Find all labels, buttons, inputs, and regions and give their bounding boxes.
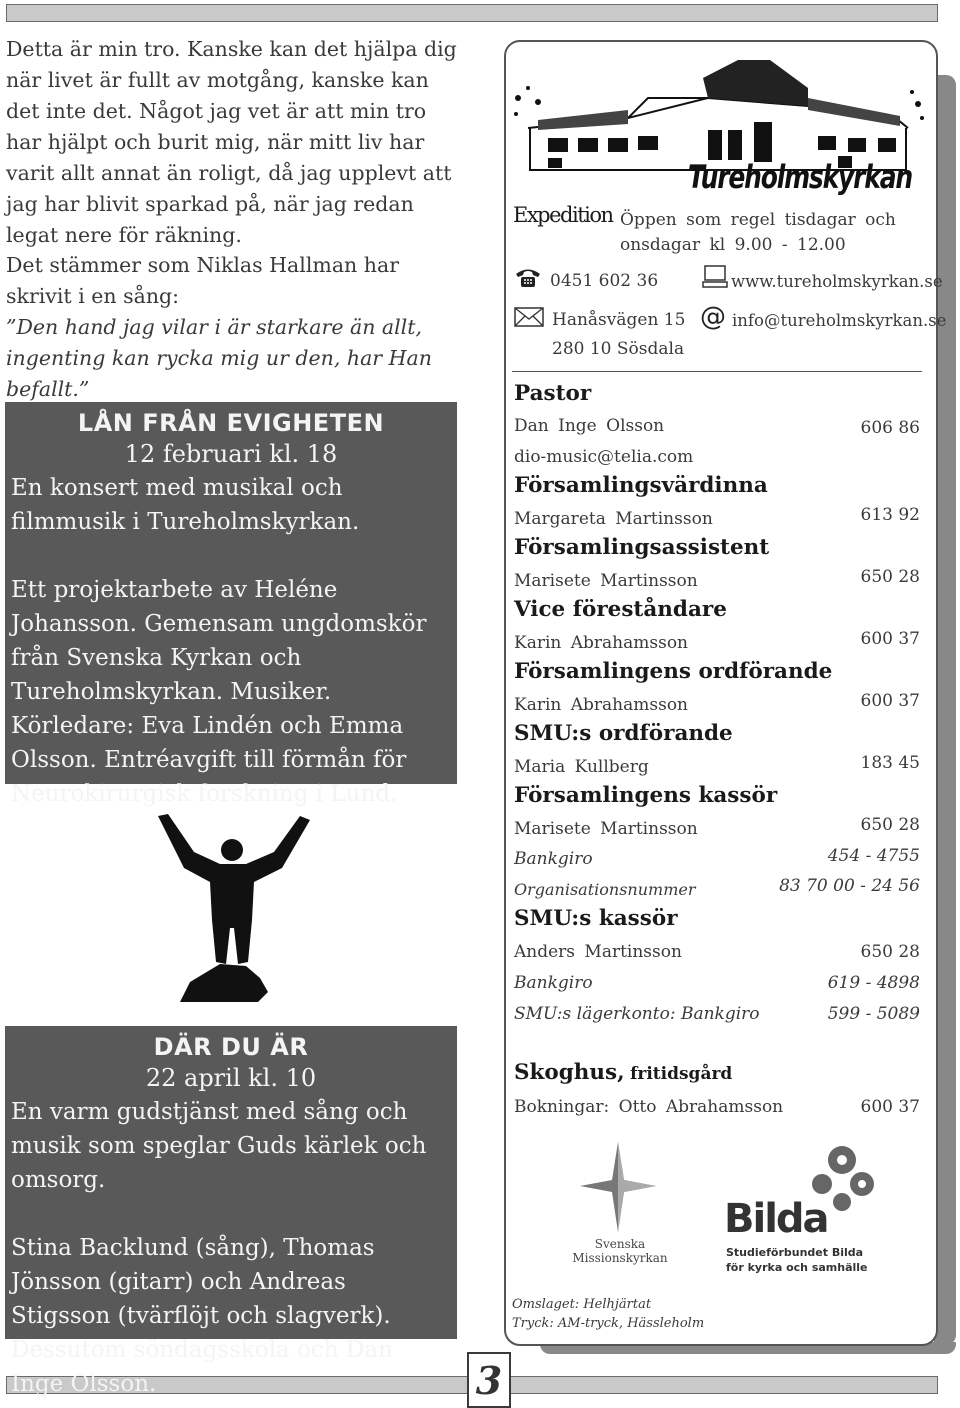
role-heading: Vice föreståndare <box>514 597 727 622</box>
bankgiro-number: 454 - 4755 <box>827 846 920 866</box>
skoghus-subtitle: fritidsgård <box>630 1064 733 1084</box>
event-description: En konsert med musikal och filmmusik i Tureholmskyrkan. <box>11 475 360 535</box>
event-date: 22 april kl. 10 <box>145 1064 317 1092</box>
quote-intro: Det stämmer som Niklas Hallman har skrivit i en sång: <box>6 253 399 308</box>
email-link[interactable]: info@tureholmskyrkan.se <box>732 311 947 330</box>
quote-paragraph <box>6 250 462 405</box>
contact-phone: 613 92 <box>860 505 920 525</box>
church-name-logo: Tureholmskyrkan <box>688 158 912 196</box>
contact-name: Maria Kullberg <box>514 757 649 777</box>
contact-phone: 650 28 <box>860 567 920 587</box>
logo2-line2: för kyrka och samhälle <box>726 1261 868 1274</box>
smu-bankgiro-label: Bankgiro <box>514 973 593 993</box>
contact-name: Margareta Martinsson <box>514 509 713 529</box>
event-details: Stina Backlund (sång), Thomas Jönsson (gitarr) och Andreas Stigsson (tvärflöjt och slagverk). Dessutom söndagsskola och Dan Inge Olsson. <box>11 1235 393 1397</box>
divider <box>512 371 922 372</box>
envelope-icon <box>514 307 544 327</box>
event-title: DÄR DU ÄR <box>153 1033 309 1061</box>
skoghus-title: Skoghus, <box>514 1060 625 1085</box>
page-number-box <box>467 1352 511 1408</box>
contact-name: Marisete Martinsson <box>514 571 698 591</box>
contact-phone: 606 86 <box>860 418 920 438</box>
cover-credit: Omslaget: Helhjärtat <box>512 1297 652 1312</box>
page-number: 3 <box>475 1357 503 1403</box>
at-sign-icon: @ <box>700 302 726 332</box>
contact-name: Marisete Martinsson <box>514 819 698 839</box>
computer-icon <box>702 265 728 289</box>
logo1-line2: Missionskyrkan <box>572 1251 668 1265</box>
skoghus-booking: Bokningar: Otto Abrahamsson <box>514 1097 784 1117</box>
contact-phone: 600 37 <box>860 691 920 711</box>
website-link[interactable]: www.tureholmskyrkan.se <box>731 272 943 291</box>
telephone-icon <box>514 267 542 289</box>
event-details: Ett projektarbete av Heléne Johansson. Gemensam ungdomskör från Svenska Kyrkan och Tureholmskyrkan. Musiker. Körledare: Eva Lindén och Emma Olsson. Entréavgift till förmån för Neurokirurgisk forskning i Lund. <box>11 577 427 807</box>
top-border-bar <box>6 4 938 22</box>
expedition-label: Expedition <box>513 203 613 227</box>
skoghus-phone: 600 37 <box>860 1097 920 1117</box>
role-heading: Pastor <box>514 381 592 406</box>
intro-paragraph: Detta är min tro. Kanske kan det hjälpa dig när livet är fullt av motgång, kanske kan det inte det. Något jag vet är att min tro har hjälpt och burit mig, när mitt liv har varit allt annat än roligt, då jag upplevt att jag har blivit sparkad på, när jag redan legat nere för räkning. <box>6 37 457 247</box>
expedition-hours: Öppen som regel tisdagar och onsdagar kl 9.00 - 12.00 <box>620 210 896 255</box>
org-number-label: Organisationsnummer <box>514 880 696 899</box>
role-heading: Församlingens ordförande <box>514 659 833 684</box>
raised-arms-silhouette-image <box>150 812 320 1002</box>
postal-address: 280 10 Sösdala <box>552 339 685 359</box>
skoghus-heading <box>514 1060 732 1085</box>
smu-bankgiro-number: 619 - 4898 <box>827 973 920 993</box>
contact-phone: 183 45 <box>860 753 920 773</box>
contact-name: Anders Martinsson <box>514 942 682 962</box>
event-title: LÅN FRÅN EVIGHETEN <box>77 409 385 437</box>
svenska-missionskyrkan-logo <box>560 1140 680 1270</box>
event-description: En varm gudstjänst med sång och musik som speglar Guds kärlek och omsorg. <box>11 1099 427 1193</box>
event-box-dar-du-ar <box>5 1026 457 1397</box>
bilda-logo <box>722 1140 922 1280</box>
contact-phone: 650 28 <box>860 942 920 962</box>
contact-name: Karin Abrahamsson <box>514 633 689 653</box>
logo2-name: Bilda <box>724 1196 828 1242</box>
role-heading: SMU:s kassör <box>514 906 678 931</box>
print-credit: Tryck: AM-tryck, Hässleholm <box>512 1316 705 1331</box>
contact-name: Dan Inge Olsson <box>514 416 665 436</box>
smu-camp-account-number: 599 - 5089 <box>827 1004 920 1024</box>
smu-camp-account-label: SMU:s lägerkonto: Bankgiro <box>514 1004 760 1024</box>
street-address: Hanåsvägen 15 <box>552 310 686 330</box>
event-box-lan-fran-evigheten <box>5 402 457 807</box>
logo1-line1: Svenska <box>594 1237 646 1251</box>
contact-phone: 600 37 <box>860 629 920 649</box>
role-heading: Församlingens kassör <box>514 783 778 808</box>
role-heading: Församlingsvärdinna <box>514 473 768 498</box>
role-heading: Församlingsassistent <box>514 535 770 560</box>
contact-phone: 650 28 <box>860 815 920 835</box>
contact-name: Karin Abrahamsson <box>514 695 689 715</box>
logo2-line1: Studieförbundet Bilda <box>726 1246 864 1259</box>
role-heading: SMU:s ordförande <box>514 721 733 746</box>
phone-number: 0451 602 36 <box>550 271 659 291</box>
song-quote: ”Den hand jag vilar i är starkare än allt, ingenting kan rycka mig ur den, har Han befallt.” <box>6 315 432 401</box>
org-number: 83 70 00 - 24 56 <box>779 876 920 896</box>
contact-email[interactable]: dio-music@telia.com <box>514 447 694 467</box>
bankgiro-label: Bankgiro <box>514 849 593 869</box>
event-date: 12 februari kl. 18 <box>124 440 338 468</box>
